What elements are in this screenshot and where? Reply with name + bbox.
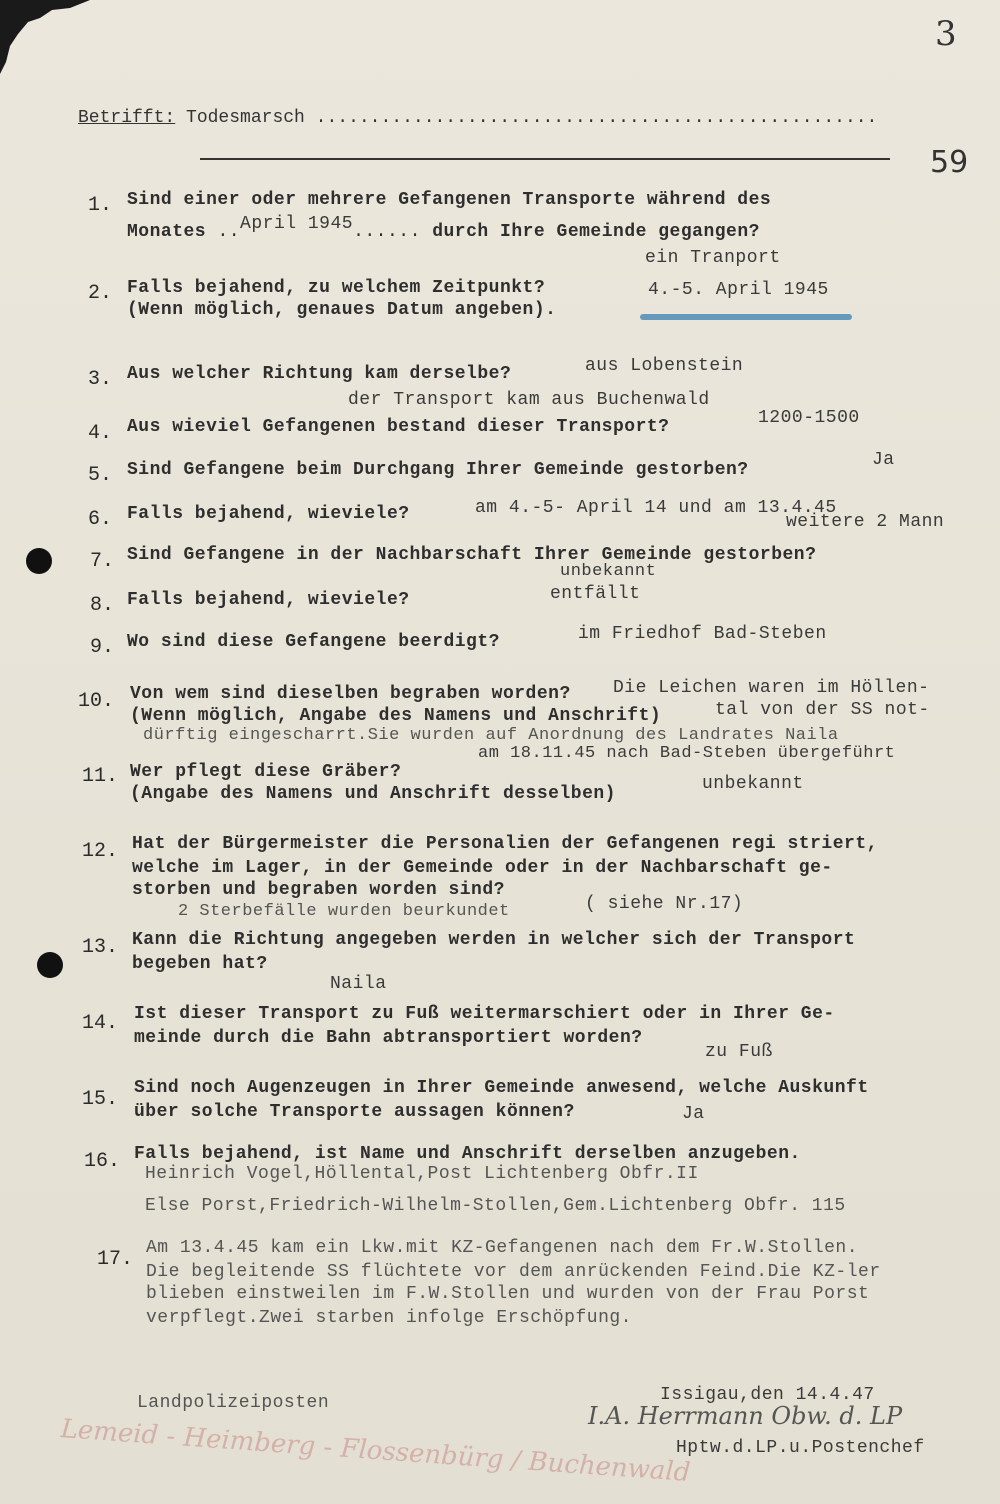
q12-number: 12. — [82, 840, 119, 863]
q17-line1: Am 13.4.45 kam ein Lkw.mit KZ-Gefangenen nach dem Fr.W.Stollen. — [146, 1238, 859, 1258]
q3-answer2: der Transport kam aus Buchenwald — [348, 390, 710, 410]
q1-month: April 1945 — [240, 214, 354, 234]
q13-line2: begeben hat? — [132, 954, 268, 974]
blue-pencil-mark — [640, 314, 852, 320]
q15-number: 15. — [82, 1088, 119, 1111]
punch-hole-bottom — [37, 952, 63, 978]
q12-answer1: 2 Sterbefälle wurden beurkundet — [178, 902, 510, 921]
q12-line1: Hat der Bürgermeister die Personalien der Gefangenen regi striert, — [132, 834, 878, 854]
q10-answer3: dürftig eingescharrt.Sie wurden auf Anordnung des Landrates Naila — [143, 726, 839, 745]
q2-answer2: 4.-5. April 1945 — [648, 280, 829, 300]
q7-line1: Sind Gefangene in der Nachbarschaft Ihrer Gemeinde gestorben? — [127, 545, 817, 565]
subject-label: Betrifft: — [78, 108, 176, 128]
q16-line1: Falls bejahend, ist Name und Anschrift derselben anzugeben. — [134, 1144, 801, 1164]
page-number-top: 3 — [935, 14, 957, 54]
q13-number: 13. — [82, 936, 119, 959]
q2-line2: (Wenn möglich, genaues Datum angeben). — [127, 300, 557, 320]
q17-number: 17. — [97, 1248, 134, 1271]
q10-number: 10. — [78, 690, 115, 713]
q14-answer1: zu Fuß — [705, 1042, 773, 1062]
q15-answer1: Ja — [682, 1104, 705, 1124]
signature: I.A. Herrmann Obw. d. LP — [588, 1402, 903, 1430]
q1-line2-post: durch Ihre Gemeinde gegangen? — [432, 222, 760, 242]
q5-number: 5. — [88, 464, 113, 487]
q6-answer1: am 4.-5- April 14 und am 13.4.45 — [475, 498, 837, 518]
q3-line1: Aus welcher Richtung kam derselbe? — [127, 364, 512, 384]
q3-number: 3. — [88, 368, 113, 391]
q15-line1: Sind noch Augenzeugen in Ihrer Gemeinde anwesend, welche Auskunft — [134, 1078, 869, 1098]
q5-answer1: Ja — [872, 450, 895, 470]
q14-line2: meinde durch die Bahn abtransportiert worden? — [134, 1028, 643, 1048]
q12-answer2: ( siehe Nr.17) — [585, 894, 744, 914]
q10-line2: (Wenn möglich, Angabe des Namens und Anschrift) — [130, 706, 662, 726]
q11-answer1: unbekannt — [702, 774, 804, 794]
q13-answer1: Naila — [330, 974, 387, 994]
subject-dots: .................................................... — [315, 108, 878, 128]
q11-number: 11. — [82, 765, 119, 788]
q10-answer2: tal von der SS not- — [715, 700, 930, 720]
q16-answer1: Heinrich Vogel,Höllental,Post Lichtenberg Obfr.II — [145, 1164, 699, 1184]
q17-line4: verpflegt.Zwei starben infolge Erschöpfung. — [146, 1308, 632, 1328]
q10-line1: Von wem sind dieselben begraben worden? — [130, 684, 571, 704]
q1-line1: Sind einer oder mehrere Gefangenen Transporte während des — [127, 190, 772, 210]
q12-line3: storben und begraben worden sind? — [132, 880, 505, 900]
q13-line1: Kann die Richtung angegeben werden in welcher sich der Transport — [132, 930, 856, 950]
subject-line — [78, 108, 877, 128]
q11-line1: Wer pflegt diese Gräber? — [130, 762, 402, 782]
footer-office: Landpolizeiposten — [137, 1393, 330, 1413]
q10-answer1: Die Leichen waren im Höllen- — [613, 678, 930, 698]
q5-line1: Sind Gefangene beim Durchgang Ihrer Gemeinde gestorben? — [127, 460, 749, 480]
q1-line2: Monates ..April 1945...... durch Ihre Gemeinde gegangen? — [127, 214, 760, 242]
q3-answer1: aus Lobenstein — [585, 356, 744, 376]
punch-hole-top — [26, 548, 52, 574]
q4-answer1: 1200-1500 — [758, 408, 860, 428]
footer-place-date: Issigau,den 14.4.47 — [660, 1385, 875, 1405]
q6-answer2: weitere 2 Mann — [786, 512, 945, 532]
q14-line1: Ist dieser Transport zu Fuß weitermarschiert oder in Ihrer Ge- — [134, 1004, 835, 1024]
q8-answer1: entfällt — [550, 584, 641, 604]
q17-line3: blieben einstweilen im F.W.Stollen und wurden von der Frau Porst — [146, 1284, 870, 1304]
footer-title: Hptw.d.LP.u.Postenchef — [676, 1438, 925, 1458]
torn-corner-shape — [0, 0, 90, 80]
q10-answer4: am 18.11.45 nach Bad-Steben übergeführt — [478, 744, 896, 763]
q1-line2-pre: Monates — [127, 222, 207, 242]
q2-line1: Falls bejahend, zu welchem Zeitpunkt? — [127, 278, 546, 298]
q17-line2: Die begleitende SS flüchtete vor dem anrückenden Feind.Die KZ-ler — [146, 1262, 881, 1282]
q8-line1: Falls bejahend, wieviele? — [127, 590, 410, 610]
q11-line2: (Angabe des Namens und Anschrift desselben) — [130, 784, 616, 804]
q9-number: 9. — [90, 636, 115, 659]
q4-number: 4. — [88, 422, 113, 445]
q4-line1: Aus wieviel Gefangenen bestand dieser Transport? — [127, 417, 670, 437]
q9-line1: Wo sind diese Gefangene beerdigt? — [127, 632, 500, 652]
q6-line1: Falls bejahend, wieviele? — [127, 504, 410, 524]
q2-number: 2. — [88, 282, 113, 305]
q14-number: 14. — [82, 1012, 119, 1035]
subject-rule — [200, 158, 890, 160]
q2-answer1: ein Tranport — [645, 248, 781, 268]
q9-answer1: im Friedhof Bad-Steben — [578, 624, 827, 644]
q16-answer2: Else Porst,Friedrich-Wilhelm-Stollen,Gem.Lichtenberg Obfr. 115 — [145, 1196, 846, 1216]
q12-line2: welche im Lager, in der Gemeinde oder in der Nachbarschaft ge- — [132, 858, 833, 878]
q7-number: 7. — [90, 550, 115, 573]
faint-handwritten-note: Lemeid - Heimberg - Flossenbürg / Buchenwald — [59, 1414, 692, 1488]
q8-number: 8. — [90, 594, 115, 617]
q1-number: 1. — [88, 194, 113, 217]
q16-number: 16. — [84, 1150, 121, 1173]
q6-number: 6. — [88, 508, 113, 531]
q15-line2: über solche Transporte aussagen können? — [134, 1102, 575, 1122]
page-number-second: 59 — [930, 145, 969, 180]
subject-value: Todesmarsch — [186, 108, 305, 128]
q7-answer1: unbekannt — [560, 562, 657, 581]
